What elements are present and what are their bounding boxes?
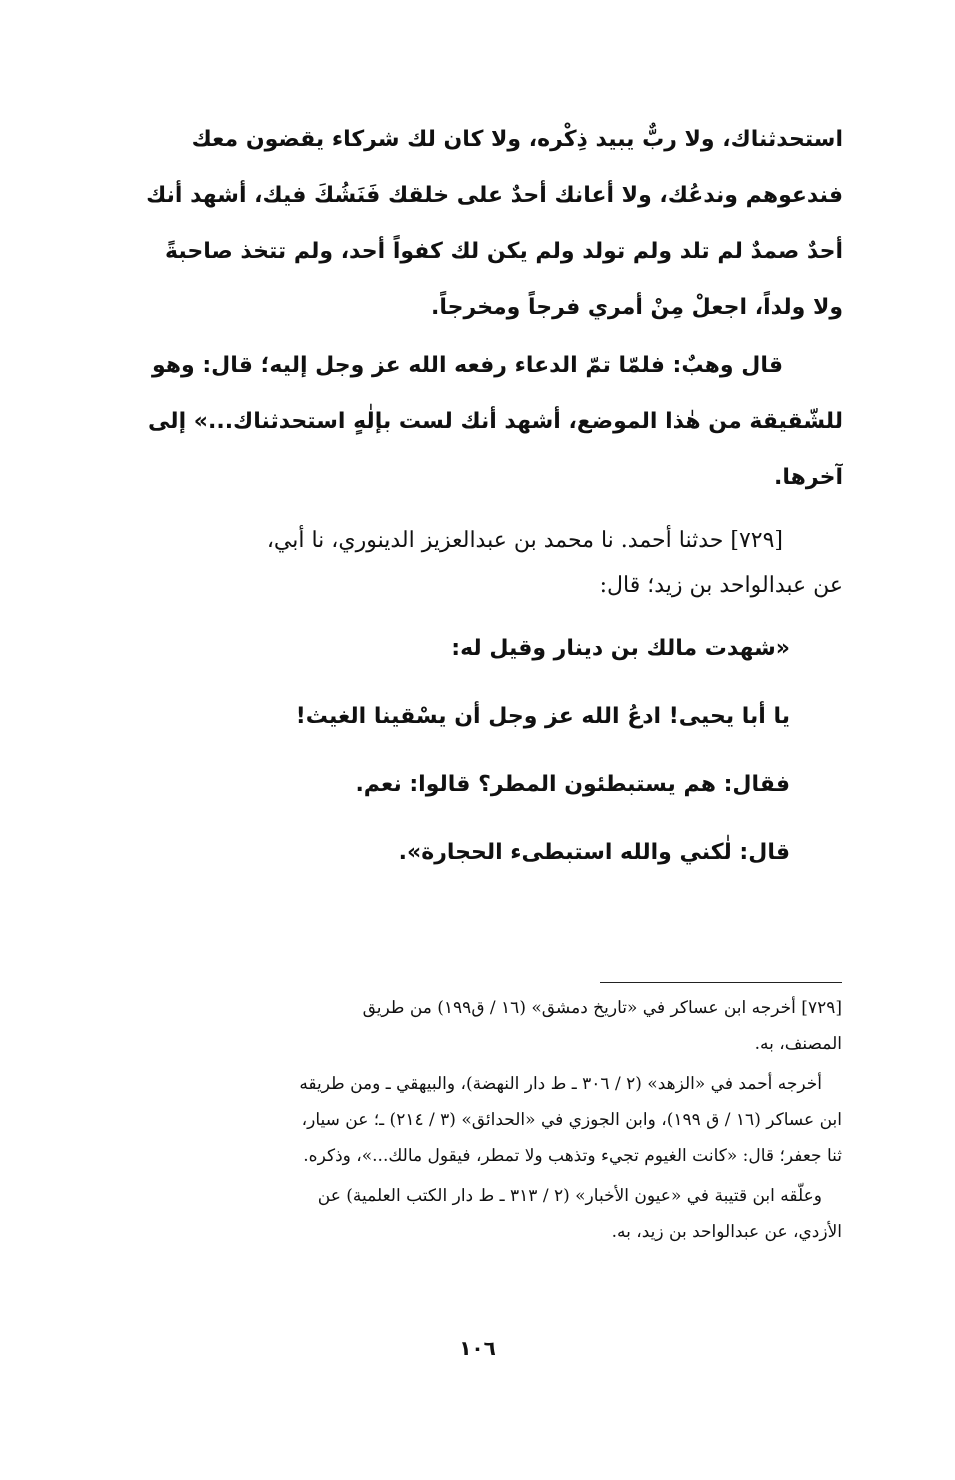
text-line: آخرها. — [774, 465, 843, 490]
text-line: فندعوهم وندعُك، ولا أعانك أحدٌ على خلقك فَنَشُكَ فيك، أشهد أنك — [146, 183, 843, 208]
footnote-separator — [600, 982, 842, 983]
quote-line: يا أبا يحيى! ادعُ الله عز وجل أن يسْقينا الغيث! — [295, 704, 790, 729]
text-line: قال وهبٌ: فلمّا تمّ الدعاء رفعه الله عز وجل إليه؛ قال: وهو — [151, 353, 783, 378]
footnote-line: ثنا جعفر؛ قال: «كانت الغيوم تجيء وتذهب ولا تمطر، فيقول مالك...»، وذكره. — [303, 1146, 842, 1166]
text-line: ولا ولداً، اجعلْ مِنْ أمري فرجاً ومخرجاً. — [431, 295, 843, 320]
footnote-line: الأزدي، عن عبدالواحد بن زيد، به. — [611, 1222, 842, 1242]
body-paragraph-1 — [118, 112, 843, 336]
footnotes-section — [130, 990, 842, 1254]
text-line: للشّقيقة من هٰذا الموضع، أشهد أنك لست بإلٰهٍ استحدثناك...» إلى — [148, 409, 843, 434]
text-line: أحدٌ صمدٌ لم تلد ولم تولد ولم يكن لك كفواً أحد، ولم تتخذ صاحبةً — [165, 239, 843, 264]
text-line: [٧٢٩] حدثنا أحمد. نا محمد بن عبدالعزيز الدينوري، نا أبي، — [266, 528, 783, 553]
quote-line: «شهدت مالك بن دينار وقيل له: — [451, 636, 790, 661]
quote-line: قال: لٰكني والله استبطىء الحجارة». — [398, 840, 790, 865]
hadith-chain-paragraph — [118, 518, 843, 608]
text-line: عن عبدالواحد بن زيد؛ قال: — [599, 573, 843, 598]
footnote-line: ابن عساكر (١٦ / ق ١٩٩)، وابن الجوزي في «الحدائق» (٣ / ٢١٤) ـ؛ عن سيار، — [301, 1110, 842, 1130]
quote-line: فقال: هم يستبطئون المطر؟ قالوا: نعم. — [355, 772, 790, 797]
footnote-paragraph — [130, 1178, 842, 1250]
footnote-line: أخرجه أحمد في «الزهد» (٢ / ٣٠٦ ـ ط دار النهضة)، والبيهقي ـ ومن طريقه — [299, 1074, 822, 1094]
page-number: ١٠٦ — [459, 1336, 496, 1360]
quoted-narration — [118, 632, 790, 904]
body-paragraph-2 — [118, 338, 843, 506]
footnote-line: [٧٢٩] أخرجه ابن عساكر في «تاريخ دمشق» (١٦ / ق١٩٩) من طريق — [362, 998, 842, 1018]
footnote-paragraph — [130, 990, 842, 1062]
footnote-line: وعلّقه ابن قتيبة في «عيون الأخبار» (٢ / ٣١٣ ـ ط دار الكتب العلمية) عن — [317, 1186, 822, 1206]
footnote-line: المصنف، به. — [754, 1034, 842, 1054]
footnote-paragraph — [130, 1066, 842, 1174]
text-line: استحدثناك، ولا ربٌّ يبيد ذِكْره، ولا كان لك شركاء يقضون معك — [191, 127, 843, 152]
